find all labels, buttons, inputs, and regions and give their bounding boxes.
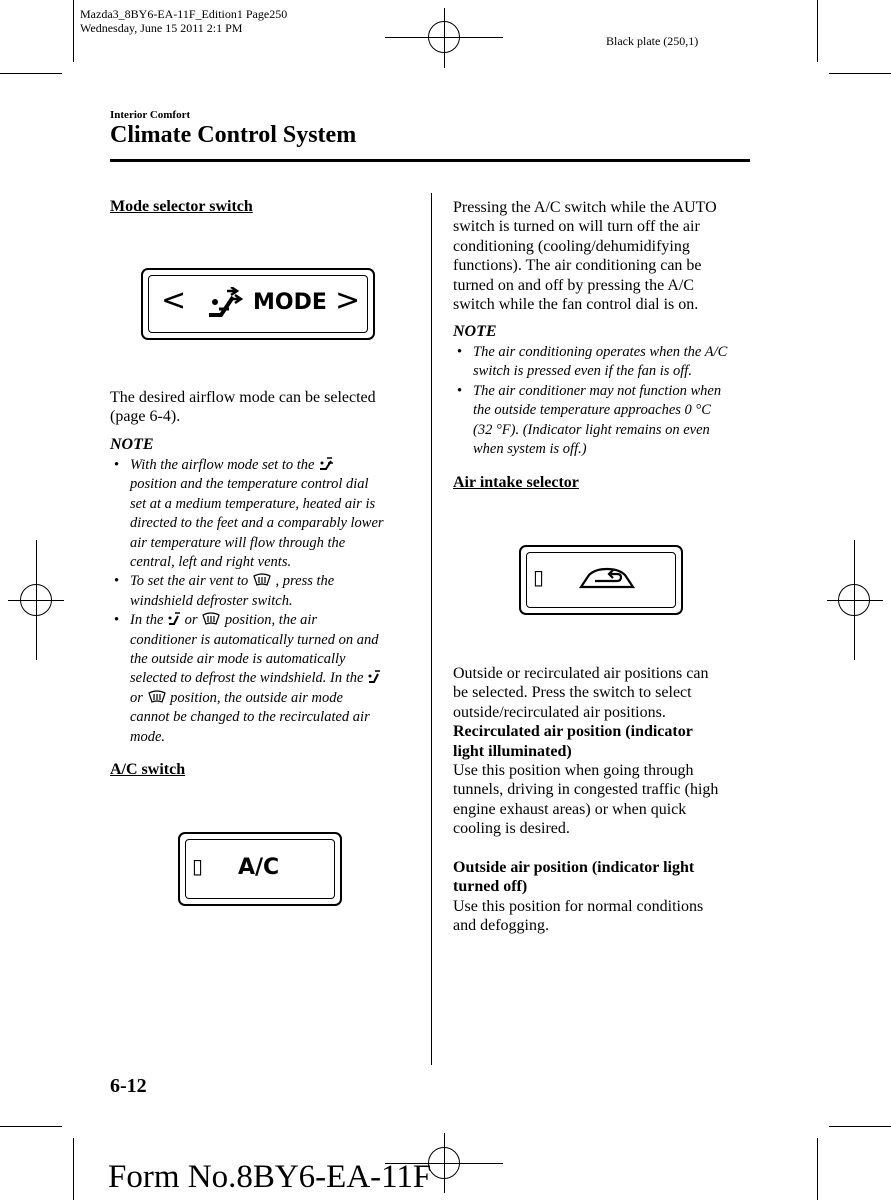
air-intake-heading: Air intake selector bbox=[453, 474, 579, 491]
title-rule bbox=[110, 159, 750, 162]
text-line: and defogging. bbox=[453, 917, 549, 935]
note-text: selected to defrost the windshield. In the bbox=[130, 670, 364, 687]
defroster-icon bbox=[147, 690, 167, 704]
outside-air-heading: Outside air position (indicator light bbox=[453, 859, 695, 877]
note-text: or bbox=[130, 689, 143, 706]
crop-mark bbox=[73, 1138, 74, 1200]
note-text: position, the air bbox=[224, 612, 318, 629]
note-text: central, left and right vents. bbox=[130, 554, 292, 571]
registration-circle-left bbox=[20, 584, 52, 616]
mode-label: MODE bbox=[253, 290, 327, 315]
note-item bbox=[453, 343, 763, 382]
text-line: turned on and off by pressing the A/C bbox=[453, 276, 695, 294]
text-line: (page 6-4). bbox=[110, 408, 181, 426]
recirculated-heading: Recirculated air position (indicator bbox=[453, 723, 693, 741]
airflow-mode-icon bbox=[205, 287, 243, 319]
crop-mark bbox=[817, 1138, 818, 1200]
note-text: position, the outside air mode bbox=[170, 689, 343, 706]
note-list-right bbox=[453, 343, 763, 459]
crop-mark bbox=[829, 73, 891, 74]
text-line: conditioning (cooling/dehumidifying bbox=[453, 237, 690, 255]
note-text: windshield defroster switch. bbox=[130, 592, 293, 609]
text-line: Use this position for normal conditions bbox=[453, 897, 704, 915]
note-item bbox=[110, 572, 420, 611]
note-text: air temperature will flow through the bbox=[130, 534, 346, 551]
note-text: cannot be changed to the recirculated air bbox=[130, 709, 370, 726]
crop-mark bbox=[73, 0, 74, 62]
mode-description bbox=[110, 388, 410, 427]
text-line: functions). The air conditioning can be bbox=[453, 257, 702, 275]
plate-label: Black plate (250,1) bbox=[606, 34, 699, 48]
text-line: tunnels, driving in congested traffic (high bbox=[453, 781, 719, 799]
section-label: Interior Comfort bbox=[110, 109, 191, 121]
registration-circle-bottom bbox=[428, 1147, 460, 1179]
note-text: directed to the feet and a comparably lower bbox=[130, 515, 384, 532]
text-line: be selected. Press the switch to select bbox=[453, 684, 692, 702]
mode-left-arrow: < bbox=[161, 283, 187, 318]
defroster-icon bbox=[252, 573, 272, 587]
note-item bbox=[453, 382, 763, 460]
recirculation-icon bbox=[577, 565, 637, 593]
note-text: position and the temperature control dial bbox=[130, 476, 369, 493]
mode-right-arrow: > bbox=[335, 283, 361, 318]
ac-switch[interactable] bbox=[178, 832, 342, 906]
note-list-left bbox=[110, 456, 420, 747]
print-header bbox=[80, 7, 287, 35]
ac-label: A/C bbox=[238, 855, 280, 880]
note-text: The air conditioning operates when the A/C bbox=[473, 344, 728, 360]
air-intake-indicator-light: ▯ bbox=[533, 565, 545, 589]
crop-mark bbox=[0, 1126, 62, 1127]
page-title: Climate Control System bbox=[110, 122, 357, 148]
note-text: or bbox=[184, 612, 198, 629]
outside-air-heading: turned off) bbox=[453, 878, 528, 896]
note-heading-right: NOTE bbox=[453, 323, 497, 340]
note-text: switch is pressed even if the fan is off. bbox=[473, 363, 692, 380]
page-number: 6-12 bbox=[110, 1075, 147, 1097]
air-intake-description bbox=[453, 664, 753, 936]
ac-switch-heading: A/C switch bbox=[110, 761, 186, 778]
print-header-line1: Mazda3_8BY6-EA-11F_Edition1 Page250 bbox=[80, 7, 288, 21]
mode-selector-heading: Mode selector switch bbox=[110, 198, 253, 215]
registration-circle-right bbox=[838, 584, 870, 616]
feet-airflow-icon bbox=[318, 457, 334, 471]
air-intake-switch[interactable] bbox=[519, 545, 683, 615]
defroster-icon bbox=[201, 612, 221, 626]
text-line: engine exhaust areas) or when quick bbox=[453, 800, 687, 818]
ac-description bbox=[453, 198, 753, 314]
note-heading-left: NOTE bbox=[110, 436, 154, 453]
crop-mark bbox=[0, 73, 62, 74]
spacer bbox=[453, 839, 753, 858]
text-line: switch is turned on will turn off the air bbox=[453, 218, 700, 236]
column-divider bbox=[431, 193, 432, 1065]
note-text: the outside temperature approaches 0 °C bbox=[473, 402, 711, 419]
note-text: set at a medium temperature, heated air is bbox=[130, 495, 376, 512]
note-item bbox=[110, 611, 420, 747]
note-text: (32 °F). (Indicator light remains on even bbox=[473, 421, 710, 438]
note-text: mode. bbox=[130, 728, 166, 745]
note-text: , press the bbox=[275, 573, 335, 590]
note-text: To set the air vent to bbox=[130, 573, 249, 590]
text-line: The desired airflow mode can be selected bbox=[110, 389, 376, 406]
text-line: Pressing the A/C switch while the AUTO bbox=[453, 199, 717, 216]
text-line: cooling is desired. bbox=[453, 820, 570, 838]
note-text: With the airflow mode set to the bbox=[130, 457, 315, 473]
note-item bbox=[110, 456, 420, 572]
text-line: Use this position when going through bbox=[453, 762, 694, 780]
registration-circle-top bbox=[428, 21, 460, 53]
ac-indicator-light: ▯ bbox=[192, 854, 204, 878]
note-text: The air conditioner may not function when bbox=[473, 382, 722, 399]
feet-defrost-icon bbox=[167, 612, 181, 626]
note-text: conditioner is automatically turned on and bbox=[130, 631, 379, 648]
form-number: Form No.8BY6-EA-11F bbox=[108, 1159, 432, 1195]
crop-mark bbox=[817, 0, 818, 62]
recirculated-heading: light illuminated) bbox=[453, 742, 572, 760]
feet-defrost-icon bbox=[367, 670, 381, 684]
mode-selector-switch[interactable] bbox=[141, 268, 375, 340]
note-text: when system is off.) bbox=[473, 441, 587, 458]
note-text: In the bbox=[130, 612, 164, 629]
text-line: outside/recirculated air positions. bbox=[453, 703, 666, 721]
text-line: switch while the fan control dial is on. bbox=[453, 296, 699, 314]
crop-mark bbox=[829, 1126, 891, 1127]
print-header-line2: Wednesday, June 15 2011 2:1 PM bbox=[80, 21, 243, 35]
note-text: the outside air mode is automatically bbox=[130, 651, 346, 668]
text-line: Outside or recirculated air positions can bbox=[453, 665, 709, 682]
